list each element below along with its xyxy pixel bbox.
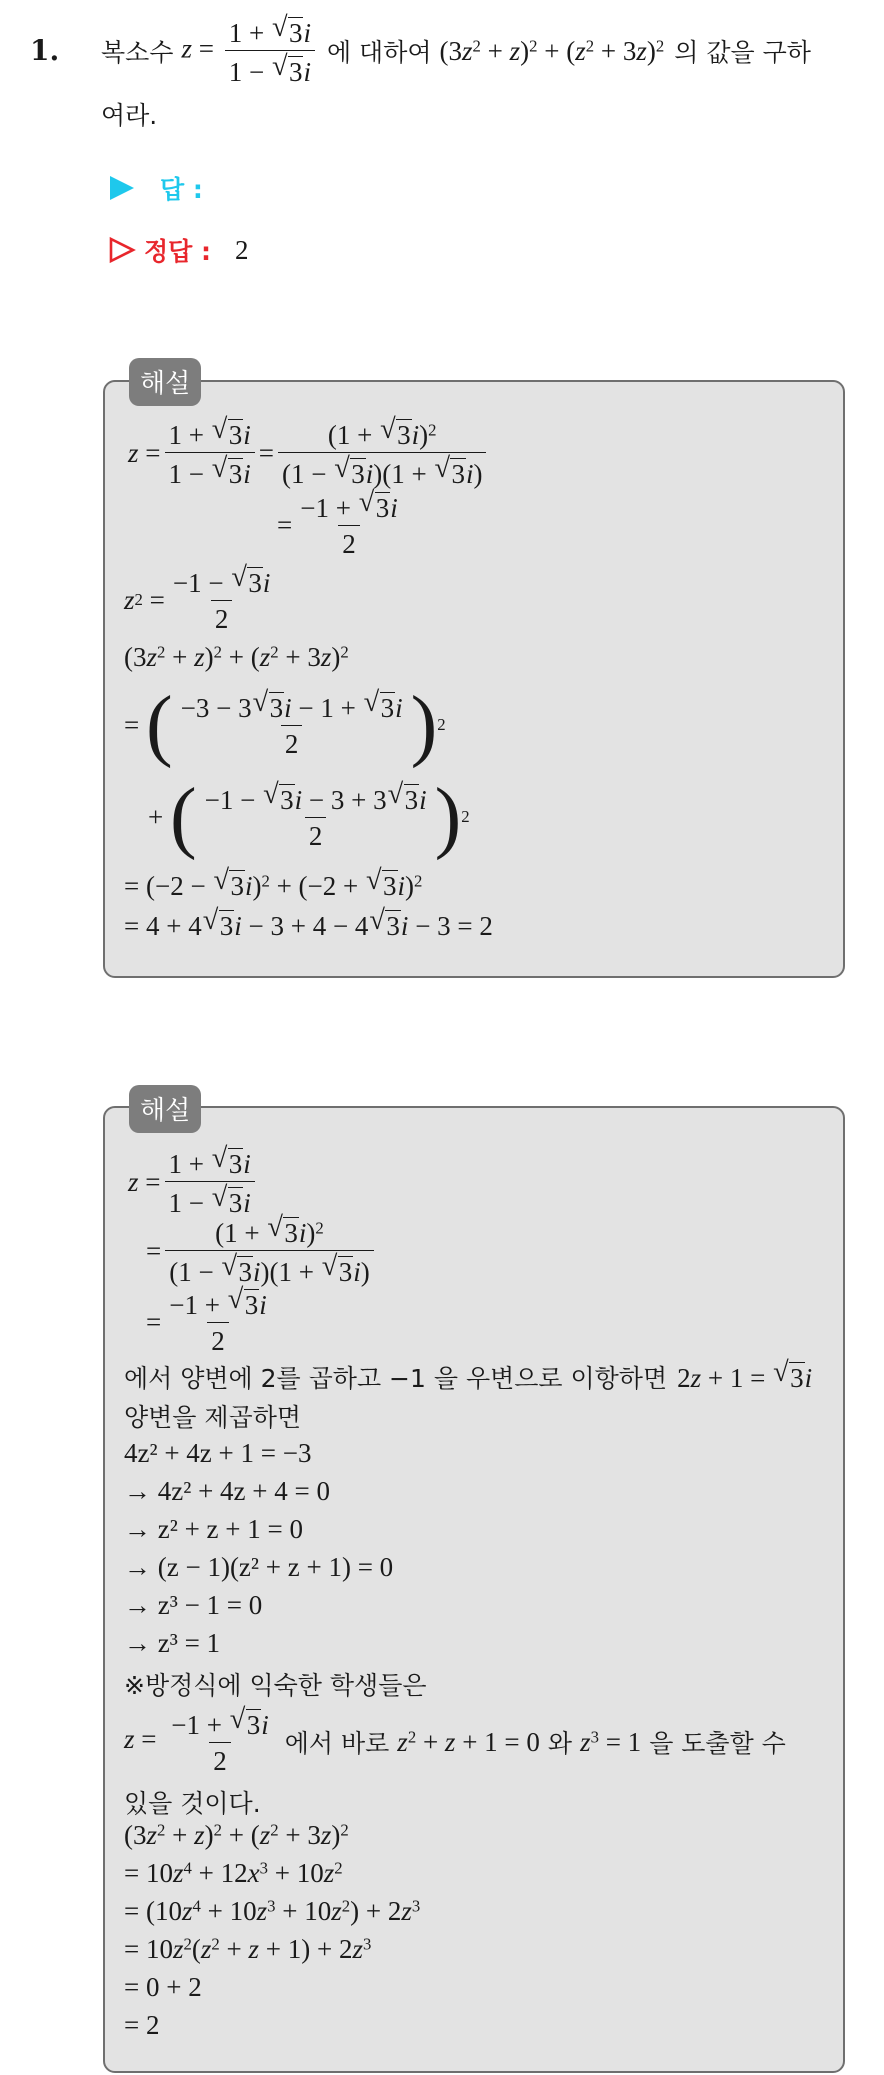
sol2-derive-eq1: $z^2 + z + 1 = 0$ <box>397 1726 540 1757</box>
problem-text-mid: 에 대하여 <box>326 38 432 67</box>
sol2-derive-z: z = $\frac{-1 + √ 3i}{2}$ <box>124 1709 277 1775</box>
sol2-text-move: 에서 양변에 2를 곱하고 −1 을 우변으로 이항하면 <box>124 1364 668 1393</box>
sol1-line-7: = (−2 − √ 3i)$^2$ + (−2 + √ 3i)$^2$ <box>124 870 422 900</box>
sol2-line-4 <box>124 1360 812 1394</box>
sol1-line-5: = ( $\frac{-3 - 3√ 3i - 1 + √ 3i}{2}$ ) 2 <box>124 684 446 766</box>
sol1-line-2: = $\frac{-1 + √ 3i}{2}$ <box>277 490 406 560</box>
sol2-text-derive-a: 에서 바로 <box>284 1729 390 1758</box>
problem-number: 1. <box>30 34 60 67</box>
problem-text-line2: 여라. <box>101 101 158 130</box>
sol2-line-1: z = $\frac{1 + √ 3i}{1 - √ 3i}$ <box>128 1144 259 1220</box>
play-outline-icon <box>108 236 136 264</box>
sol2-line-3: = $\frac{-1 + √ 3i}{2}$ <box>146 1286 275 1358</box>
problem-statement <box>101 14 811 88</box>
sol2-step-4: → (z − 1)(z² + z + 1) = 0 <box>124 1552 394 1582</box>
problem-text-suffix: 의 값을 구하 <box>674 38 811 67</box>
sol2-text-derive-c: 을 도출할 수 <box>649 1729 786 1758</box>
sol2-step-5: → z³ − 1 = 0 <box>124 1590 263 1620</box>
correct-answer-row <box>108 232 249 268</box>
sol2-text-derive-b: 와 <box>547 1729 573 1758</box>
sol2-final-3: = $(10z^4 + 10z^3 + 10z^2) + 2z^3$ <box>124 1896 421 1926</box>
sol2-note: ※방정식에 익숙한 학생들은 <box>124 1671 427 1700</box>
sol2-final-5: = 0 + 2 <box>124 1972 202 2002</box>
answer-label: 답 : <box>160 175 203 204</box>
sol1-line-8: = 4 + 4√ 3i − 3 + 4 − 4√ 3i − 3 = 2 <box>124 910 493 940</box>
sol2-text-square: 양변을 제곱하면 <box>124 1403 301 1432</box>
sol2-step-1: 4z² + 4z + 1 = −3 <box>124 1438 312 1468</box>
sol2-final-4: = $10z^2(z^2 + z + 1) + 2z^3$ <box>124 1934 372 1964</box>
sol2-text-derive-end: 있을 것이다. <box>124 1789 261 1818</box>
sol2-derive-eq2: $z^3 = 1$ <box>580 1726 642 1757</box>
sol2-final-1: $(3z^2 + z)^2 + (z^2 + 3z)^2$ <box>124 1820 349 1850</box>
solution-tag-2: 해설 <box>129 1085 201 1133</box>
sol1-line-3: z 2 = $\frac{-1 - √ 3i}{2}$ <box>124 564 278 636</box>
sol2-step-3: → z² + z + 1 = 0 <box>124 1514 303 1544</box>
sol2-line-2: = $\frac{(1 + √ 3i)^2}{(1 - √ 3i)(1 + √ 3i)}$ <box>146 1214 378 1288</box>
sol1-line-1: z = $\frac{1 + √ 3i}{1 - √ 3i}$ = $\frac{(1 + √ 3i)^2}{(1 - √ 3i)(1 + √ 3i)}$ <box>128 412 490 494</box>
correct-answer-label: 정답 : <box>144 237 212 266</box>
answer-row <box>108 170 203 206</box>
sol2-expr-move: 2z + 1 = √ 3i <box>677 1362 812 1392</box>
sol2-step-6: → z³ = 1 <box>124 1628 221 1658</box>
solution-tag-1: 해설 <box>129 358 201 406</box>
sol2-derive-line <box>124 1704 786 1780</box>
sol1-line-6: + ( $\frac{-1 - √ 3i - 3 + 3√ 3i}{2}$ ) 2 <box>148 776 470 858</box>
problem-expression: $(3z^2 + z)^2 + (z^2 + 3z)^2$ <box>439 35 665 66</box>
sol1-line-4: $(3z^2 + z)^2 + (z^2 + 3z)^2$ <box>124 642 349 672</box>
play-filled-icon <box>108 174 136 202</box>
sol2-step-2: → 4z² + 4z + 4 = 0 <box>124 1476 330 1506</box>
correct-answer-value: 2 <box>235 234 249 265</box>
problem-text-prefix: 복소수 <box>101 38 174 67</box>
problem-z-def: z = $\frac{1 + √ 3i}{1 - √ 3i}$ <box>181 17 319 86</box>
sol2-final-2: = $10z^4 + 12x^3 + 10z^2$ <box>124 1858 343 1888</box>
sol2-final-6: = 2 <box>124 2010 160 2040</box>
